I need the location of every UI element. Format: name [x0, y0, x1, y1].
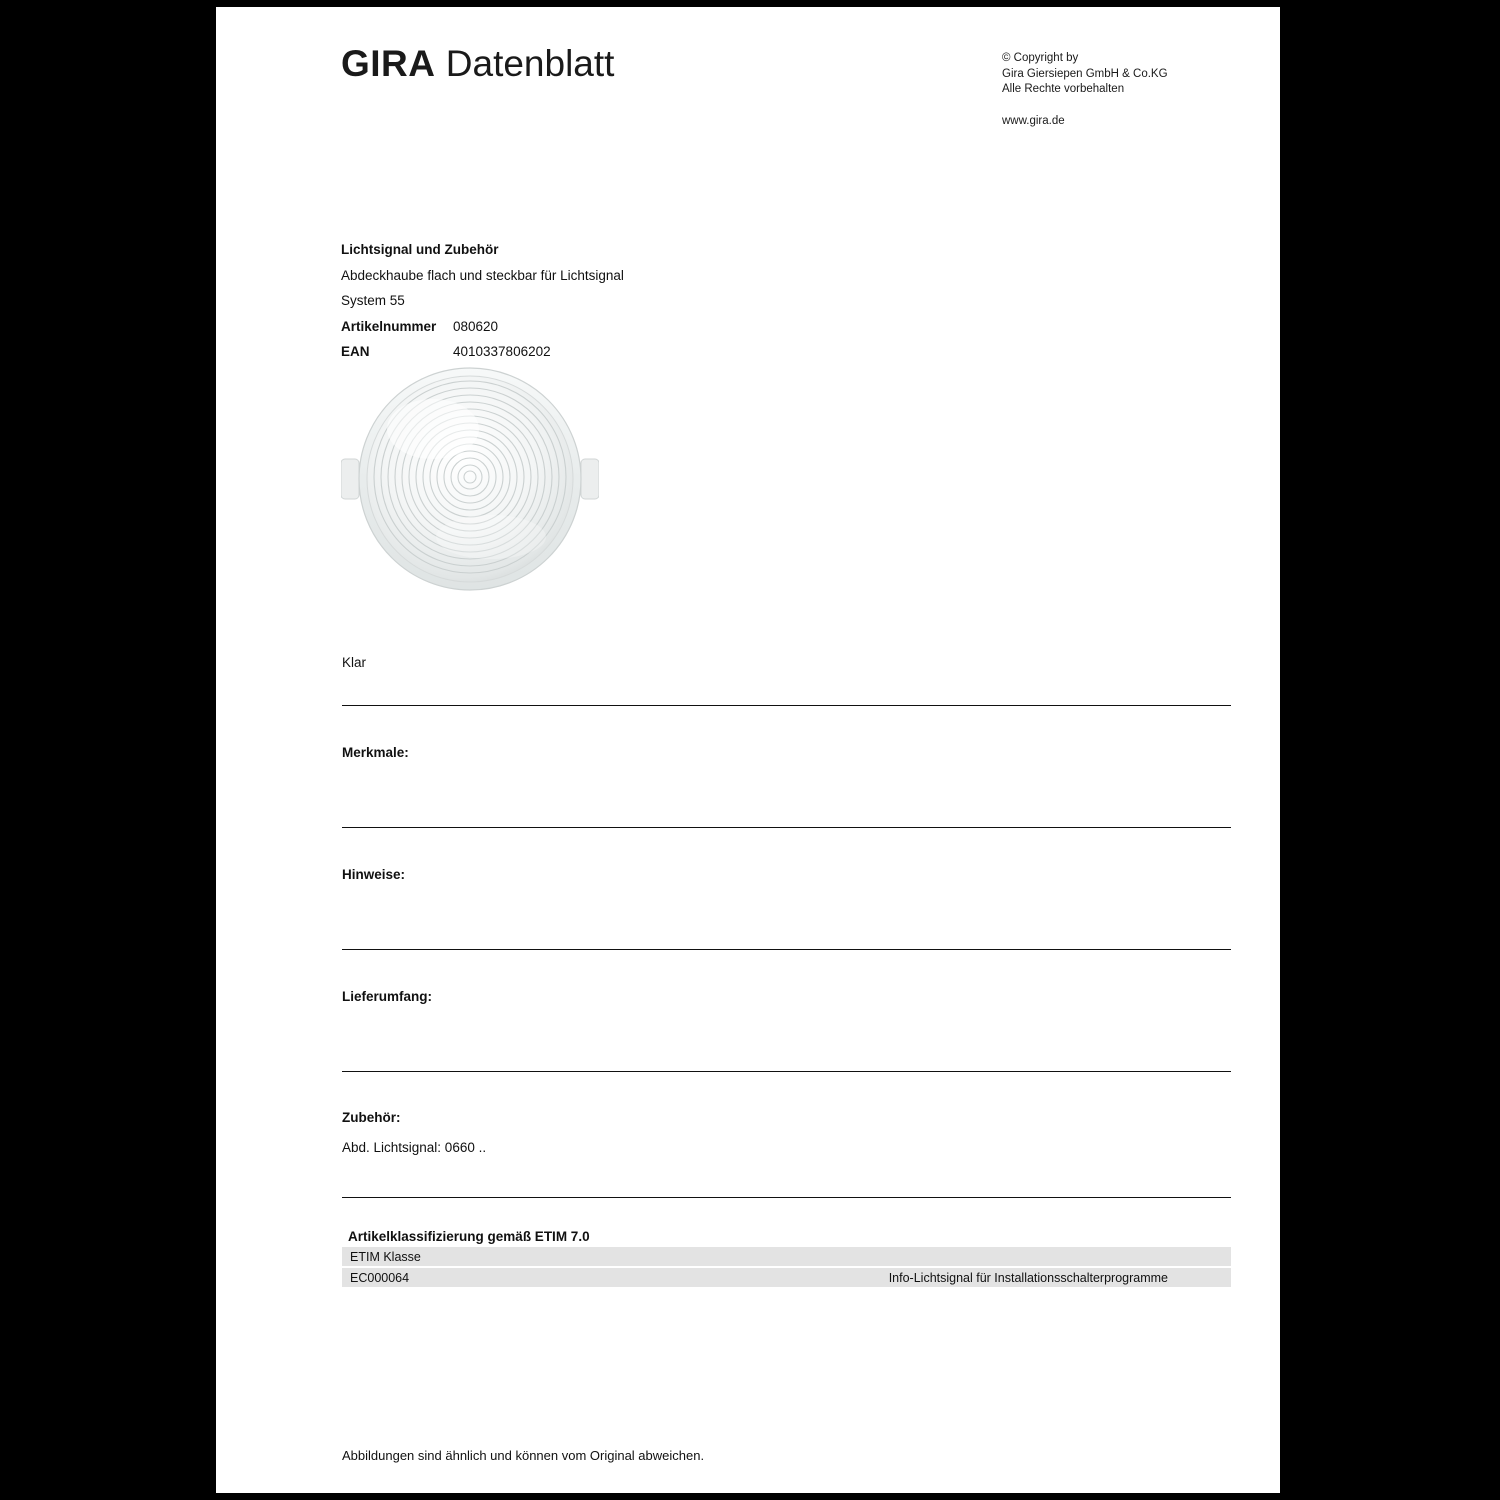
ean-label: EAN: [341, 344, 370, 359]
product-category: Lichtsignal und Zubehör: [341, 242, 499, 257]
etim-header-label: ETIM Klasse: [350, 1249, 421, 1264]
divider-above-merkmale: [342, 705, 1231, 706]
product-image: [341, 367, 599, 592]
brand-subtitle: Datenblatt: [445, 43, 615, 84]
etim-title: Artikelklassifizierung gemäß ETIM 7.0: [348, 1229, 590, 1244]
copyright-line-2: Gira Giersiepen GmbH & Co.KG: [1002, 67, 1168, 80]
ean-value: 4010337806202: [453, 344, 551, 359]
datasheet-page: [215, 6, 1281, 1494]
article-number-row: [341, 314, 1101, 340]
section-label-merkmale: Merkmale:: [342, 745, 409, 760]
divider-above-hinweise: [342, 827, 1231, 828]
copyright-line-3: Alle Rechte vorbehalten: [1002, 83, 1125, 95]
divider-above-zubehoer: [342, 1071, 1231, 1072]
brand-name: GIRA: [341, 43, 436, 84]
table-row: [342, 1268, 1231, 1287]
divider-above-lieferumfang: [342, 949, 1231, 950]
copyright-block: [1002, 51, 1232, 129]
lichtsignal-cover-illustration: [341, 367, 599, 592]
section-label-hinweise: Hinweise:: [342, 867, 406, 882]
product-system: System 55: [341, 293, 405, 308]
section-text-zubehoer: Abd. Lichtsignal: 0660 ..: [342, 1140, 487, 1155]
article-number-label: Artikelnummer: [341, 318, 437, 334]
image-caption: Klar: [342, 655, 367, 670]
divider-above-etim: [342, 1197, 1231, 1198]
footer-disclaimer: Abbildungen sind ähnlich und können vom Original abweichen.: [342, 1448, 705, 1463]
section-label-zubehoer: Zubehör:: [342, 1110, 401, 1125]
brand-title: [341, 45, 614, 82]
etim-class-name: Info-Lichtsignal für Installationsschalterprogramme: [888, 1270, 1168, 1285]
section-label-lieferumfang: Lieferumfang:: [342, 989, 433, 1004]
product-info-block: [341, 237, 1101, 365]
website-link[interactable]: www.gira.de: [1002, 114, 1065, 127]
etim-table-header: [342, 1247, 1231, 1266]
product-description: Abdeckhaube flach und steckbar für Lichtsignal: [341, 267, 624, 283]
article-number-value: 080620: [453, 318, 499, 334]
ean-row: [341, 339, 1101, 365]
copyright-line-1: © Copyright by: [1002, 52, 1079, 64]
etim-table: [342, 1247, 1231, 1287]
etim-class-code: EC000064: [350, 1270, 410, 1285]
